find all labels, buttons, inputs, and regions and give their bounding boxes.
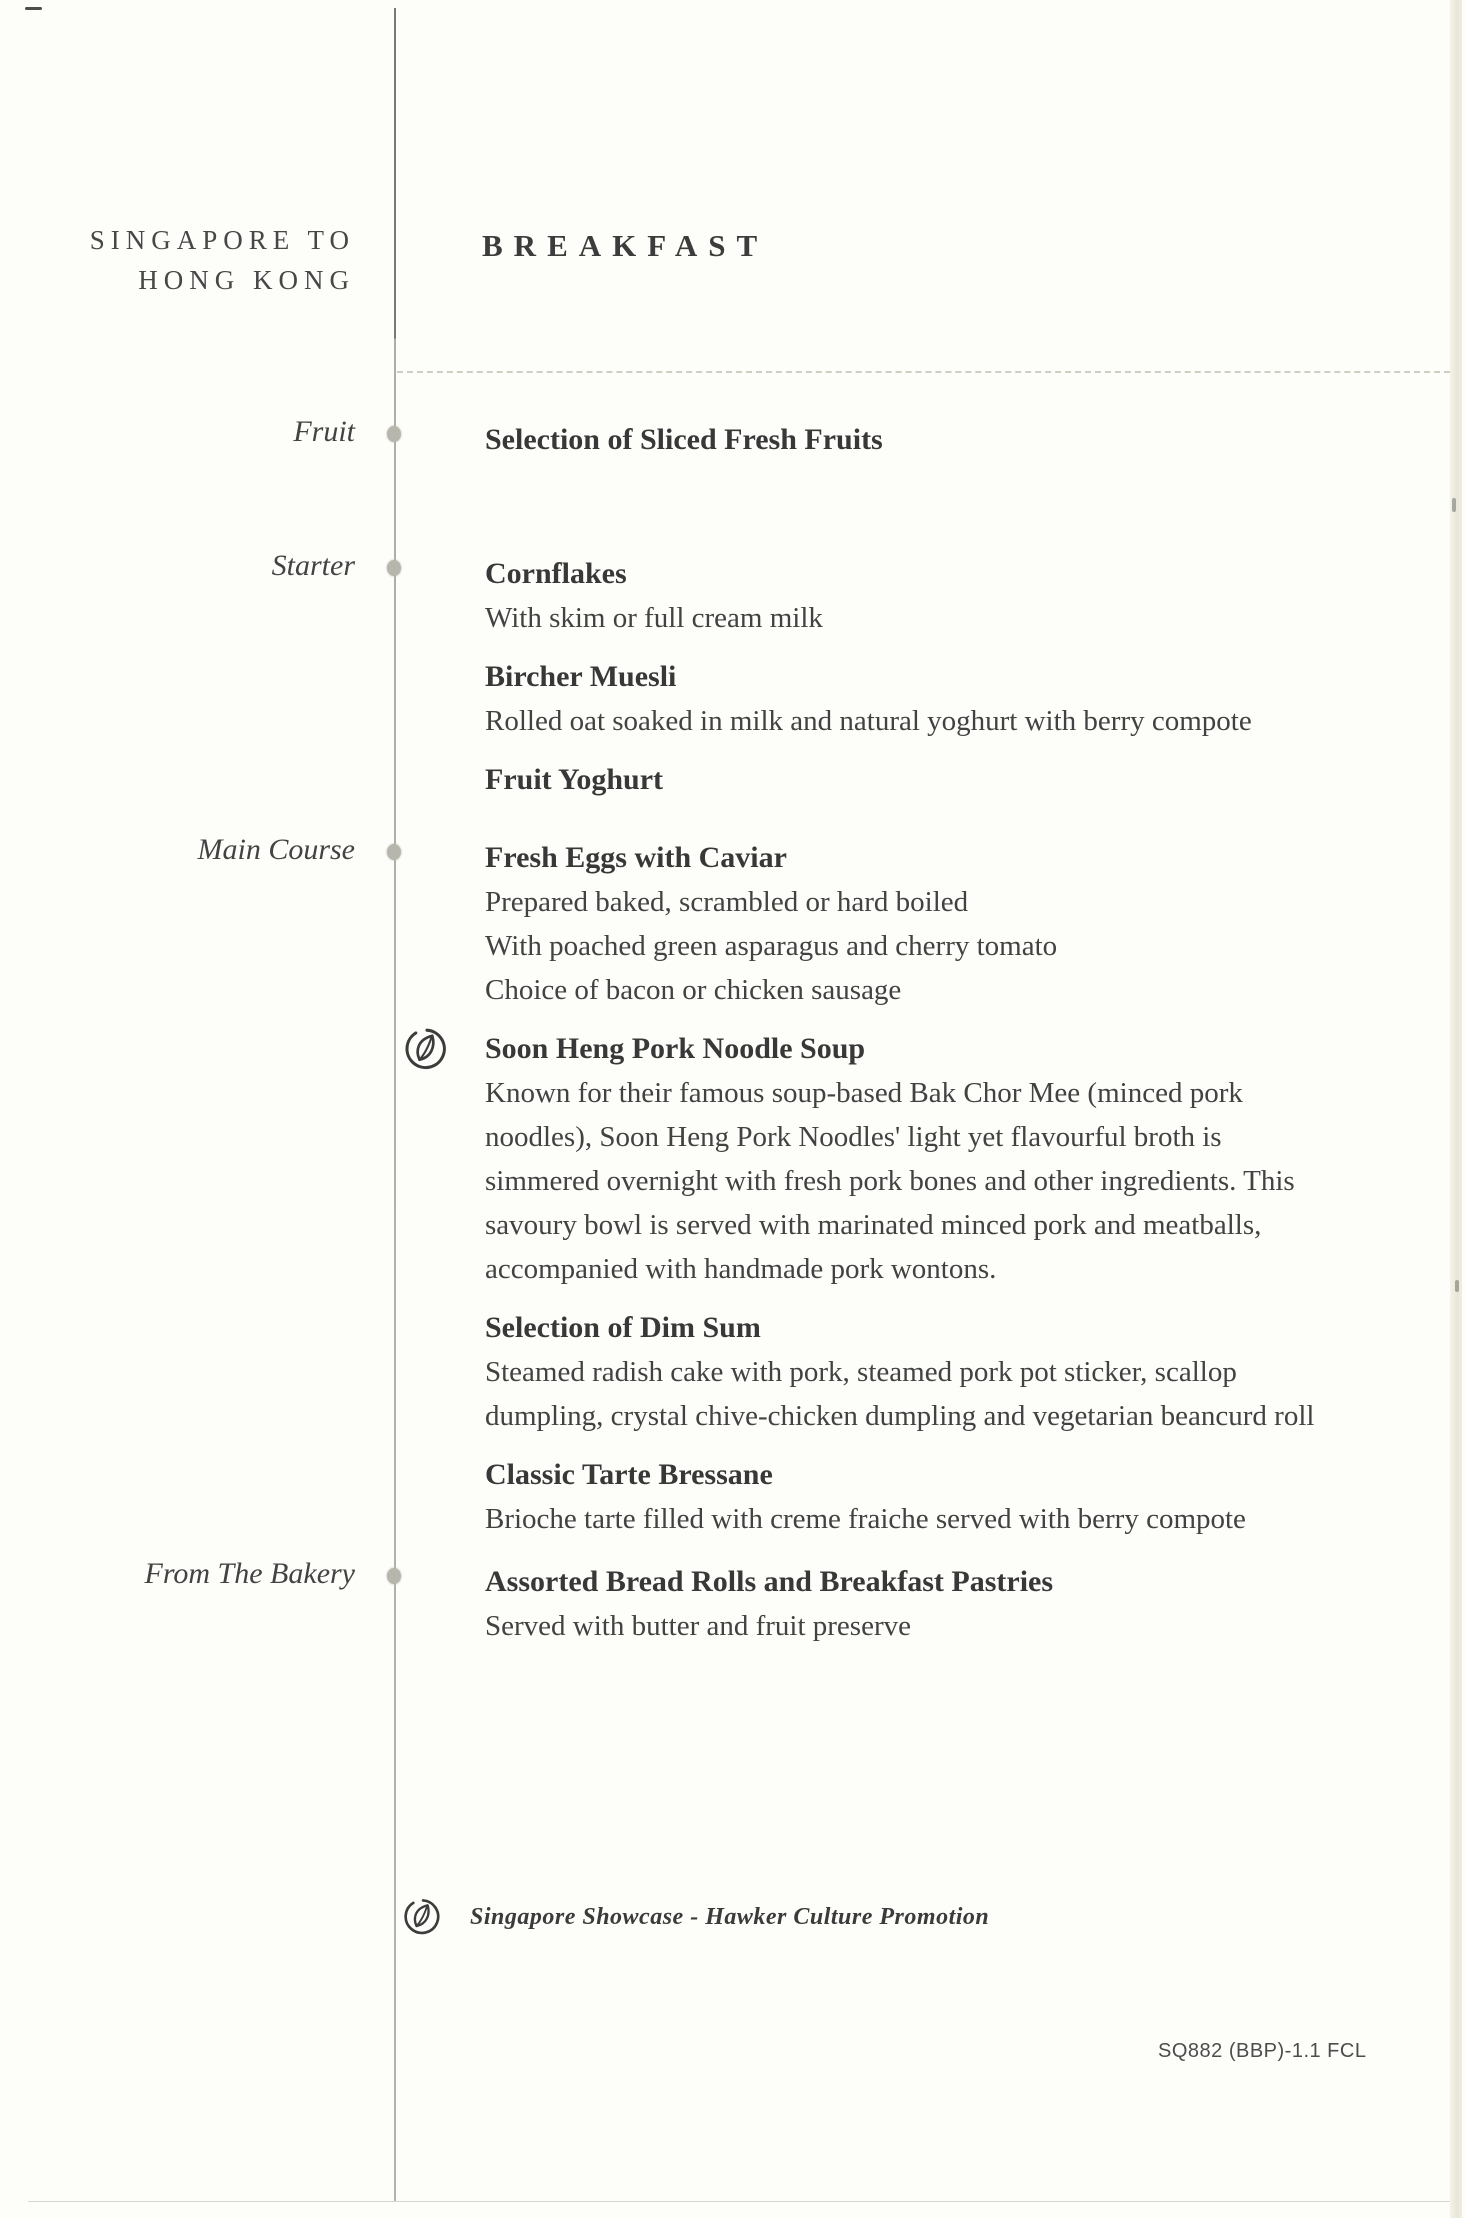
scan-artifact xyxy=(1452,498,1456,512)
route-origin-line: SINGAPORE TO xyxy=(89,225,355,255)
menu-section xyxy=(0,1557,1466,1663)
menu-item xyxy=(485,1560,1445,1648)
section-bullet-dot xyxy=(387,1568,401,1584)
hawker-culture-leaf-icon xyxy=(398,1021,456,1079)
item-description-line: Prepared baked, scrambled or hard boiled xyxy=(485,886,969,918)
section-label: Fruit xyxy=(293,415,355,448)
item-title: Fruit Yoghurt xyxy=(485,763,664,796)
section-items xyxy=(485,836,1445,1541)
menu-item xyxy=(485,1027,1445,1291)
item-title: Cornflakes xyxy=(485,557,627,590)
hawker-culture-leaf-icon xyxy=(398,1893,448,1946)
section-bullet-dot xyxy=(387,426,401,442)
section-bullet-dot xyxy=(387,560,401,576)
item-description-line: Rolled oat soaked in milk and natural yoghurt with berry compote xyxy=(485,705,1252,737)
item-description-line: With skim or full cream milk xyxy=(485,602,823,634)
promo-footer xyxy=(402,1897,989,1937)
menu-item xyxy=(485,758,1445,802)
section-label: Starter xyxy=(271,549,355,582)
item-description-line: Served with butter and fruit preserve xyxy=(485,1610,911,1642)
dotted-border-line xyxy=(397,371,1450,373)
bottom-edge-line xyxy=(28,2201,1456,2202)
item-title: Selection of Dim Sum xyxy=(485,1311,761,1344)
menu-section xyxy=(0,415,1466,477)
item-description-line: accompanied with handmade pork wontons. xyxy=(485,1253,997,1285)
section-label: From The Bakery xyxy=(144,1557,355,1590)
menu-item xyxy=(485,1306,1445,1438)
menu-item xyxy=(485,836,1445,1012)
menu-item xyxy=(485,418,1445,462)
item-description-line: Known for their famous soup-based Bak Chor Mee (minced pork xyxy=(485,1077,1243,1109)
scan-artifact xyxy=(25,7,42,10)
item-description-line: savoury bowl is served with marinated minced pork and meatballs, xyxy=(485,1209,1262,1241)
section-items xyxy=(485,1560,1445,1648)
hawker-culture-leaf-icon xyxy=(398,1893,446,1941)
item-title: Assorted Bread Rolls and Breakfast Pastries xyxy=(485,1565,1054,1598)
item-description-line: Brioche tarte filled with creme fraiche served with berry compote xyxy=(485,1503,1246,1535)
menu-item xyxy=(485,552,1445,640)
item-title: Fresh Eggs with Caviar xyxy=(485,841,787,874)
menu-item xyxy=(485,655,1445,743)
item-title: Bircher Muesli xyxy=(485,660,677,693)
item-title: Selection of Sliced Fresh Fruits xyxy=(485,423,883,456)
route-destination-line: HONG KONG xyxy=(138,265,355,295)
menu-code: SQ882 (BBP)-1.1 FCL xyxy=(1158,2040,1367,2062)
section-label: Main Course xyxy=(197,833,355,866)
section-items xyxy=(485,418,1445,462)
meal-title: BREAKFAST xyxy=(482,228,769,263)
route-title xyxy=(0,220,355,300)
section-items xyxy=(485,552,1445,802)
promo-note: Singapore Showcase - Hawker Culture Promotion xyxy=(470,1903,990,1930)
section-bullet-dot xyxy=(387,844,401,860)
menu-section xyxy=(0,833,1466,1556)
menu-section xyxy=(0,549,1466,817)
item-title: Soon Heng Pork Noodle Soup xyxy=(485,1032,866,1065)
item-title: Classic Tarte Bressane xyxy=(485,1458,773,1491)
item-description-line: With poached green asparagus and cherry tomato xyxy=(485,930,1058,962)
menu-item xyxy=(485,1453,1445,1541)
item-description-line: Steamed radish cake with pork, steamed pork pot sticker, scallop xyxy=(485,1356,1237,1388)
item-description-line: noodles), Soon Heng Pork Noodles' light yet flavourful broth is xyxy=(485,1121,1222,1153)
item-description-line: simmered overnight with fresh pork bones and other ingredients. This xyxy=(485,1165,1295,1197)
item-description-line: dumpling, crystal chive-chicken dumpling and vegetarian beancurd roll xyxy=(485,1400,1315,1432)
item-description-line: Choice of bacon or chicken sausage xyxy=(485,974,902,1006)
